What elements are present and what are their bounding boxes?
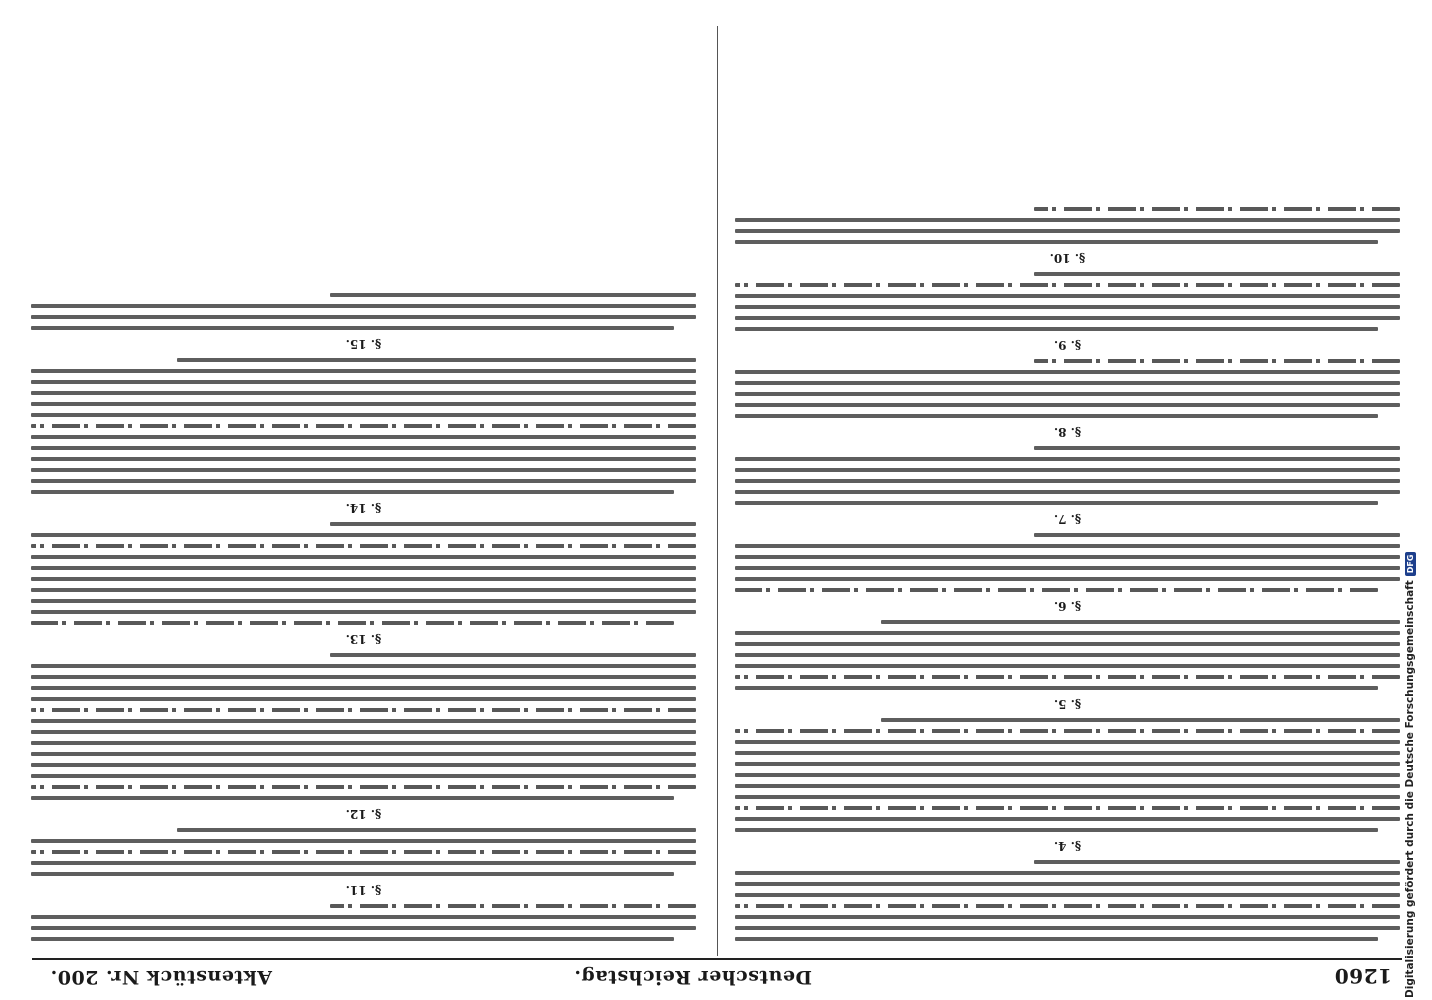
section-paragraph (31, 653, 696, 800)
text-line (735, 370, 1400, 374)
section-heading: §. 5. (1053, 697, 1082, 711)
section-paragraph (735, 620, 1400, 690)
text-line (177, 358, 696, 362)
digitization-credit (1404, 552, 1416, 998)
text-line (735, 457, 1400, 461)
text-line (881, 718, 1400, 722)
text-line (31, 490, 674, 494)
section-paragraph (735, 718, 1400, 832)
text-line (31, 850, 696, 854)
text-line (31, 610, 696, 614)
text-line (31, 413, 696, 417)
text-line (735, 926, 1400, 930)
left-column (735, 200, 1400, 948)
text-line (31, 435, 696, 439)
text-line (31, 402, 696, 406)
text-line (330, 904, 696, 908)
text-line (735, 316, 1400, 320)
text-line (31, 861, 696, 865)
text-line (735, 937, 1378, 941)
text-line (31, 664, 696, 668)
text-line (330, 522, 696, 526)
text-line (735, 642, 1400, 646)
text-line (735, 751, 1400, 755)
text-line (31, 774, 696, 778)
text-line (735, 490, 1400, 494)
text-line (1034, 533, 1400, 537)
section-paragraph (31, 904, 696, 941)
text-line (735, 631, 1400, 635)
text-line (735, 762, 1400, 766)
text-line (31, 555, 696, 559)
text-line (881, 620, 1400, 624)
text-line (1034, 359, 1400, 363)
section-paragraph (31, 358, 696, 494)
section-paragraph (735, 446, 1400, 505)
text-line (31, 763, 696, 767)
section-heading: §. 11. (345, 883, 382, 897)
text-line (735, 915, 1400, 919)
header-title: Deutscher Reichstag. (573, 966, 812, 988)
text-line (735, 588, 1378, 592)
text-line (31, 796, 674, 800)
column-divider (717, 26, 718, 956)
text-line (31, 315, 696, 319)
text-line (735, 773, 1400, 777)
text-line (735, 577, 1400, 581)
text-line (1034, 446, 1400, 450)
section-heading: §. 9. (1053, 338, 1082, 352)
text-line (31, 304, 696, 308)
text-line (735, 740, 1400, 744)
text-line (31, 566, 696, 570)
right-column (31, 286, 696, 948)
text-line (735, 501, 1378, 505)
section-paragraph (31, 828, 696, 876)
section-heading: §. 14. (345, 501, 382, 515)
text-line (735, 544, 1400, 548)
text-line (735, 904, 1400, 908)
text-line (735, 305, 1400, 309)
section-paragraph (735, 533, 1400, 592)
text-line (735, 414, 1378, 418)
section-heading: §. 6. (1053, 599, 1082, 613)
page-number: 1260 (1334, 964, 1392, 988)
text-line (31, 708, 696, 712)
text-line (31, 686, 696, 690)
text-line (1034, 860, 1400, 864)
text-line (31, 468, 696, 472)
text-line (735, 729, 1400, 733)
text-line (31, 785, 696, 789)
text-line (31, 391, 696, 395)
section-heading: §. 15. (345, 337, 382, 351)
text-line (330, 653, 696, 657)
header-rule (32, 958, 1402, 960)
text-line (735, 218, 1400, 222)
text-line (31, 544, 696, 548)
section-heading: §. 12. (345, 807, 382, 821)
text-line (735, 817, 1400, 821)
text-line (735, 664, 1400, 668)
text-line (31, 479, 696, 483)
text-line (31, 741, 696, 745)
section-paragraph (735, 359, 1400, 418)
text-line (177, 828, 696, 832)
section-paragraph (735, 272, 1400, 331)
text-line (735, 403, 1400, 407)
text-line (31, 697, 696, 701)
text-line (1034, 272, 1400, 276)
text-line (31, 621, 674, 625)
text-line (31, 457, 696, 461)
text-line (735, 893, 1400, 897)
text-line (735, 555, 1400, 559)
credit-text: Digitalisierung gefördert durch die Deutsche Forschungsgemeinschaft (1404, 580, 1416, 998)
text-line (735, 882, 1400, 886)
text-line (31, 752, 696, 756)
text-line (31, 839, 696, 843)
text-line (31, 599, 696, 603)
text-line (31, 675, 696, 679)
section-paragraph (31, 522, 696, 625)
text-line (1034, 207, 1400, 211)
section-heading: §. 7. (1053, 512, 1082, 526)
text-line (31, 533, 696, 537)
section-paragraph (31, 293, 696, 330)
text-line (735, 871, 1400, 875)
text-line (31, 872, 674, 876)
section-paragraph (735, 207, 1400, 244)
text-line (735, 795, 1400, 799)
text-line (735, 327, 1378, 331)
text-line (31, 588, 696, 592)
text-line (31, 326, 674, 330)
section-heading: §. 10. (1049, 251, 1086, 265)
text-line (735, 468, 1400, 472)
section-heading: §. 4. (1053, 839, 1082, 853)
text-line (31, 730, 696, 734)
text-line (330, 293, 696, 297)
section-paragraph (735, 860, 1400, 941)
text-line (735, 283, 1400, 287)
text-line (735, 828, 1378, 832)
text-line (735, 381, 1400, 385)
text-line (735, 686, 1378, 690)
text-line (735, 479, 1400, 483)
text-line (735, 806, 1400, 810)
text-line (31, 937, 674, 941)
text-line (735, 392, 1400, 396)
text-line (31, 926, 696, 930)
text-line (735, 653, 1400, 657)
text-line (31, 915, 696, 919)
text-line (31, 424, 696, 428)
header-document-number: Aktenstück Nr. 200. (50, 966, 272, 988)
text-line (735, 566, 1400, 570)
text-line (735, 784, 1400, 788)
text-line (735, 229, 1400, 233)
text-line (31, 719, 696, 723)
text-line (735, 294, 1400, 298)
text-line (31, 380, 696, 384)
text-line (31, 369, 696, 373)
section-heading: §. 13. (345, 632, 382, 646)
text-line (735, 240, 1378, 244)
text-line (31, 446, 696, 450)
text-line (735, 675, 1400, 679)
section-heading: §. 8. (1053, 425, 1082, 439)
text-line (31, 577, 696, 581)
dfg-logo: DFG (1405, 552, 1416, 577)
